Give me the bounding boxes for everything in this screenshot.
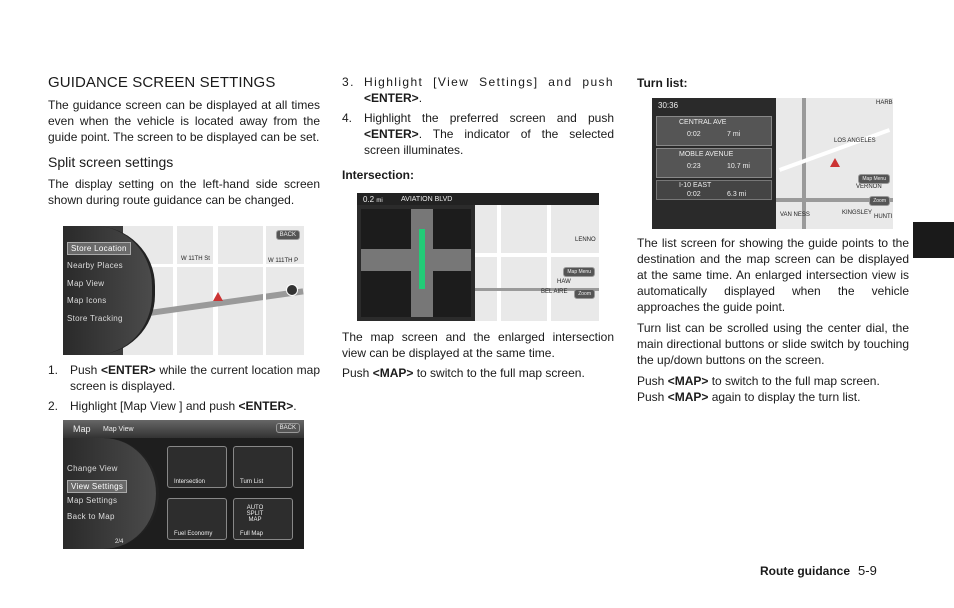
- tile-label: Full Map: [240, 531, 264, 537]
- screenshot-intersection: [357, 193, 599, 321]
- tile-intersection[interactable]: [167, 446, 227, 488]
- tile-fuel-economy[interactable]: [167, 498, 227, 540]
- column-3: [637, 74, 909, 98]
- section-heading: GUIDANCE SCREEN SETTINGS: [48, 74, 276, 91]
- intersection-heading: Intersection:: [342, 168, 415, 182]
- turn-list-paragraph-1: The list screen for showing the guide points to the destination and the map screen can be displayed at the same time. An enlarged intersection view is automatically displayed when the vehicle approaches the guide point.: [637, 236, 909, 314]
- screenshot-split-menu: [63, 226, 304, 355]
- screen-title: Map: [73, 424, 91, 434]
- turn-list-heading: Turn list:: [637, 76, 688, 90]
- turn-arrow-icon: [419, 229, 425, 289]
- eta-time: 30:36: [658, 101, 679, 110]
- column-1: [48, 74, 320, 208]
- street-label: W 11TH St: [181, 256, 210, 262]
- place-label: KINGSLEY: [842, 210, 873, 216]
- map-menu-button[interactable]: Map Menu: [858, 174, 890, 184]
- step-item: 3. Highlight [View Settings] and push <ENTER>.: [342, 75, 614, 105]
- turn-item-time: 0:02: [687, 131, 701, 138]
- tile-turn-list[interactable]: [233, 446, 293, 488]
- vehicle-icon: [213, 292, 223, 301]
- menu-item-map-view[interactable]: Map View: [67, 279, 105, 288]
- zoom-button[interactable]: Zoom: [869, 196, 890, 206]
- intro-paragraph: The guidance screen can be displayed at all times even when the vehicle is located away from the guide point. The screen to be displayed can be set.: [48, 98, 320, 144]
- turn-list-paragraph-2: Turn list can be scrolled using the center dial, the main directional buttons or slide switch by touching the up/down buttons on the screen.: [637, 321, 909, 367]
- vehicle-icon: [830, 158, 840, 167]
- turn-item-time: 0:23: [687, 163, 701, 170]
- menu-item-nearby-places[interactable]: Nearby Places: [67, 261, 123, 270]
- place-label: LENNO: [575, 237, 596, 243]
- page-indicator: 2/4: [115, 539, 124, 545]
- turn-item-dist: 6.3 mi: [727, 191, 747, 198]
- turn-item-dist: 10.7 mi: [727, 163, 750, 170]
- tile-full-map[interactable]: [233, 498, 293, 540]
- intersection-text-block: [342, 329, 614, 381]
- screenshot-turn-list: [652, 98, 893, 229]
- turn-item-name: I-10 EAST: [679, 182, 712, 189]
- steps-list-2: [342, 74, 614, 158]
- menu-item-back-to-map[interactable]: Back to Map: [67, 512, 115, 521]
- intersection-paragraph: The map screen and the enlarged intersection view can be displayed at the same time.: [342, 330, 614, 360]
- place-label: HARB: [876, 100, 893, 106]
- place-label: LOS ANGELES: [834, 138, 876, 144]
- turn-item-dist: 7 mi: [727, 131, 741, 138]
- push-map-line: Push <MAP> to switch to the full map screen.: [637, 374, 880, 388]
- place-label: HAW: [557, 279, 571, 285]
- turn-list-text-block: [637, 235, 909, 405]
- step-item: 1. Push <ENTER> while the current location map screen is displayed.: [48, 363, 320, 393]
- place-label: HUNTI: [874, 214, 893, 220]
- menu-item-view-settings[interactable]: View Settings: [67, 480, 127, 493]
- compass-icon: [286, 284, 298, 296]
- turn-item-name: MOBLE AVENUE: [679, 151, 734, 158]
- step-item: 2. Highlight [Map View ] and push <ENTER>.: [48, 399, 297, 413]
- subheading: Split screen settings: [48, 154, 174, 170]
- place-label: VERNON: [856, 184, 882, 190]
- steps-list-1: [48, 362, 320, 418]
- auto-split-label: AUTO SPLIT MAP: [246, 505, 264, 523]
- tile-label: Fuel Economy: [174, 531, 213, 537]
- menu-item-change-view[interactable]: Change View: [67, 464, 118, 473]
- back-button[interactable]: BACK: [276, 230, 300, 240]
- zoom-button[interactable]: Zoom: [574, 289, 595, 299]
- split-paragraph: The display setting on the left-hand side screen shown during route guidance can be changed.: [48, 177, 320, 207]
- page-number: 5-9: [858, 563, 877, 578]
- step-item: 4. Highlight the preferred screen and push <ENTER>. The indicator of the selected screen illuminates.: [342, 111, 614, 157]
- menu-item-map-icons[interactable]: Map Icons: [67, 296, 107, 305]
- place-label: VAN NESS: [780, 212, 810, 218]
- back-button[interactable]: BACK: [276, 423, 300, 433]
- street-name: AVIATION BLVD: [401, 196, 453, 203]
- menu-item-map-settings[interactable]: Map Settings: [67, 496, 118, 505]
- street-label: W 111TH P: [268, 258, 299, 264]
- chapter-tab: [913, 222, 954, 258]
- turn-item-time: 0:02: [687, 191, 701, 198]
- turn-item-name: CENTRAL AVE: [679, 119, 727, 126]
- column-2: [342, 74, 614, 190]
- screenshot-map-view: [63, 420, 304, 549]
- tile-label: Turn List: [240, 479, 264, 485]
- breadcrumb: Map View: [103, 426, 134, 433]
- place-label: BEL AIRE: [541, 289, 568, 295]
- menu-item-store-tracking[interactable]: Store Tracking: [67, 314, 123, 323]
- menu-item-store-location[interactable]: Store Location: [67, 242, 131, 255]
- page-footer: [760, 563, 877, 578]
- footer-section: Route guidance: [760, 564, 851, 578]
- push-map-again-line: Push <MAP> again to display the turn list.: [637, 390, 861, 404]
- push-map-paragraph: Push <MAP> to switch to the full map screen.: [342, 366, 585, 380]
- distance-value: 0.2 mi: [363, 195, 383, 204]
- tile-label: Intersection: [174, 479, 206, 485]
- map-menu-button[interactable]: Map Menu: [563, 267, 595, 277]
